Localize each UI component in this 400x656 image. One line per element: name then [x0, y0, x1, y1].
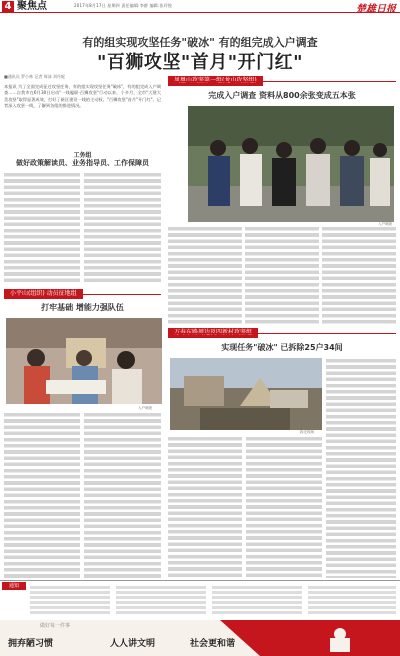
- masthead-logo: 楚雄日报: [356, 4, 396, 15]
- divider: [168, 81, 396, 82]
- issue-meta: 2017年8月17日 星期四 责任编辑:李群 编辑:张玲锐: [74, 3, 173, 8]
- photo-demolition: [170, 358, 322, 430]
- text-block: [168, 436, 242, 578]
- lead-kicker: 有的组实现攻坚任务"破冰" 有的组完成入户调查: [82, 36, 318, 49]
- page-number: 4: [2, 1, 14, 12]
- work-group-title: 做好政策解读员、业务指导员、工作保障员: [16, 159, 149, 167]
- photo-home-visit: [6, 318, 162, 404]
- text-block: [84, 412, 161, 578]
- work-group-label: 工务组: [73, 152, 92, 159]
- slogan-small: 做好每一件事: [40, 623, 71, 629]
- photo-caption: 拆迁现场: [300, 430, 314, 434]
- divider: [168, 333, 396, 334]
- text-block: [326, 358, 396, 578]
- page-header: [0, 0, 400, 13]
- survey-title: 完成入户调查 资料从800余张变成五本张: [208, 91, 356, 100]
- photo-caption: 入户调查: [138, 406, 152, 410]
- text-block: [322, 226, 396, 326]
- byline: ■通讯员 罗小林 记者 周沛 刘丹妮: [4, 74, 65, 79]
- demolish-title: 实现任务"破冰" 已拆除25户34间: [221, 343, 343, 352]
- text-block: [245, 226, 319, 326]
- notice-ads: [0, 580, 400, 620]
- lead-intro: 本报讯 为了全面完成征迁攻坚任务，有的组实现攻坚任务"破冰"，有的组完成入户调查……自我市在6月30日启动"一线履职·百狮攻坚"行动以来，个多月，全市"大建大美攻坚"取得显著成效，打好了新区建设一线的主动权。"百狮攻坚"首月"开门红"，记者深入攻坚一线，了解到各组的推进情况。: [4, 84, 161, 109]
- text-block: [4, 172, 80, 282]
- photo-caption: 入户调查: [378, 222, 392, 226]
- text-block: [168, 226, 242, 326]
- photo-survey-team: [188, 106, 394, 222]
- slogan-2: 人人讲文明: [110, 639, 156, 649]
- banner-resettle: 小平山(组织) 动员征地组: [4, 289, 83, 299]
- left-column: [4, 74, 161, 136]
- lead-headline: "百狮攻坚"首月"开门红": [96, 52, 303, 73]
- text-block: [246, 436, 322, 578]
- text-block: [84, 172, 161, 282]
- notice-badge: 通知: [2, 582, 26, 590]
- slogan-3: 社会更和谐: [190, 639, 236, 649]
- slogan-1: 拥弃陋习惯: [8, 639, 54, 649]
- resettle-title: 打牢基础 增能力强队伍: [41, 303, 124, 312]
- text-block: [4, 412, 80, 578]
- section-title: 聚焦点: [17, 1, 47, 12]
